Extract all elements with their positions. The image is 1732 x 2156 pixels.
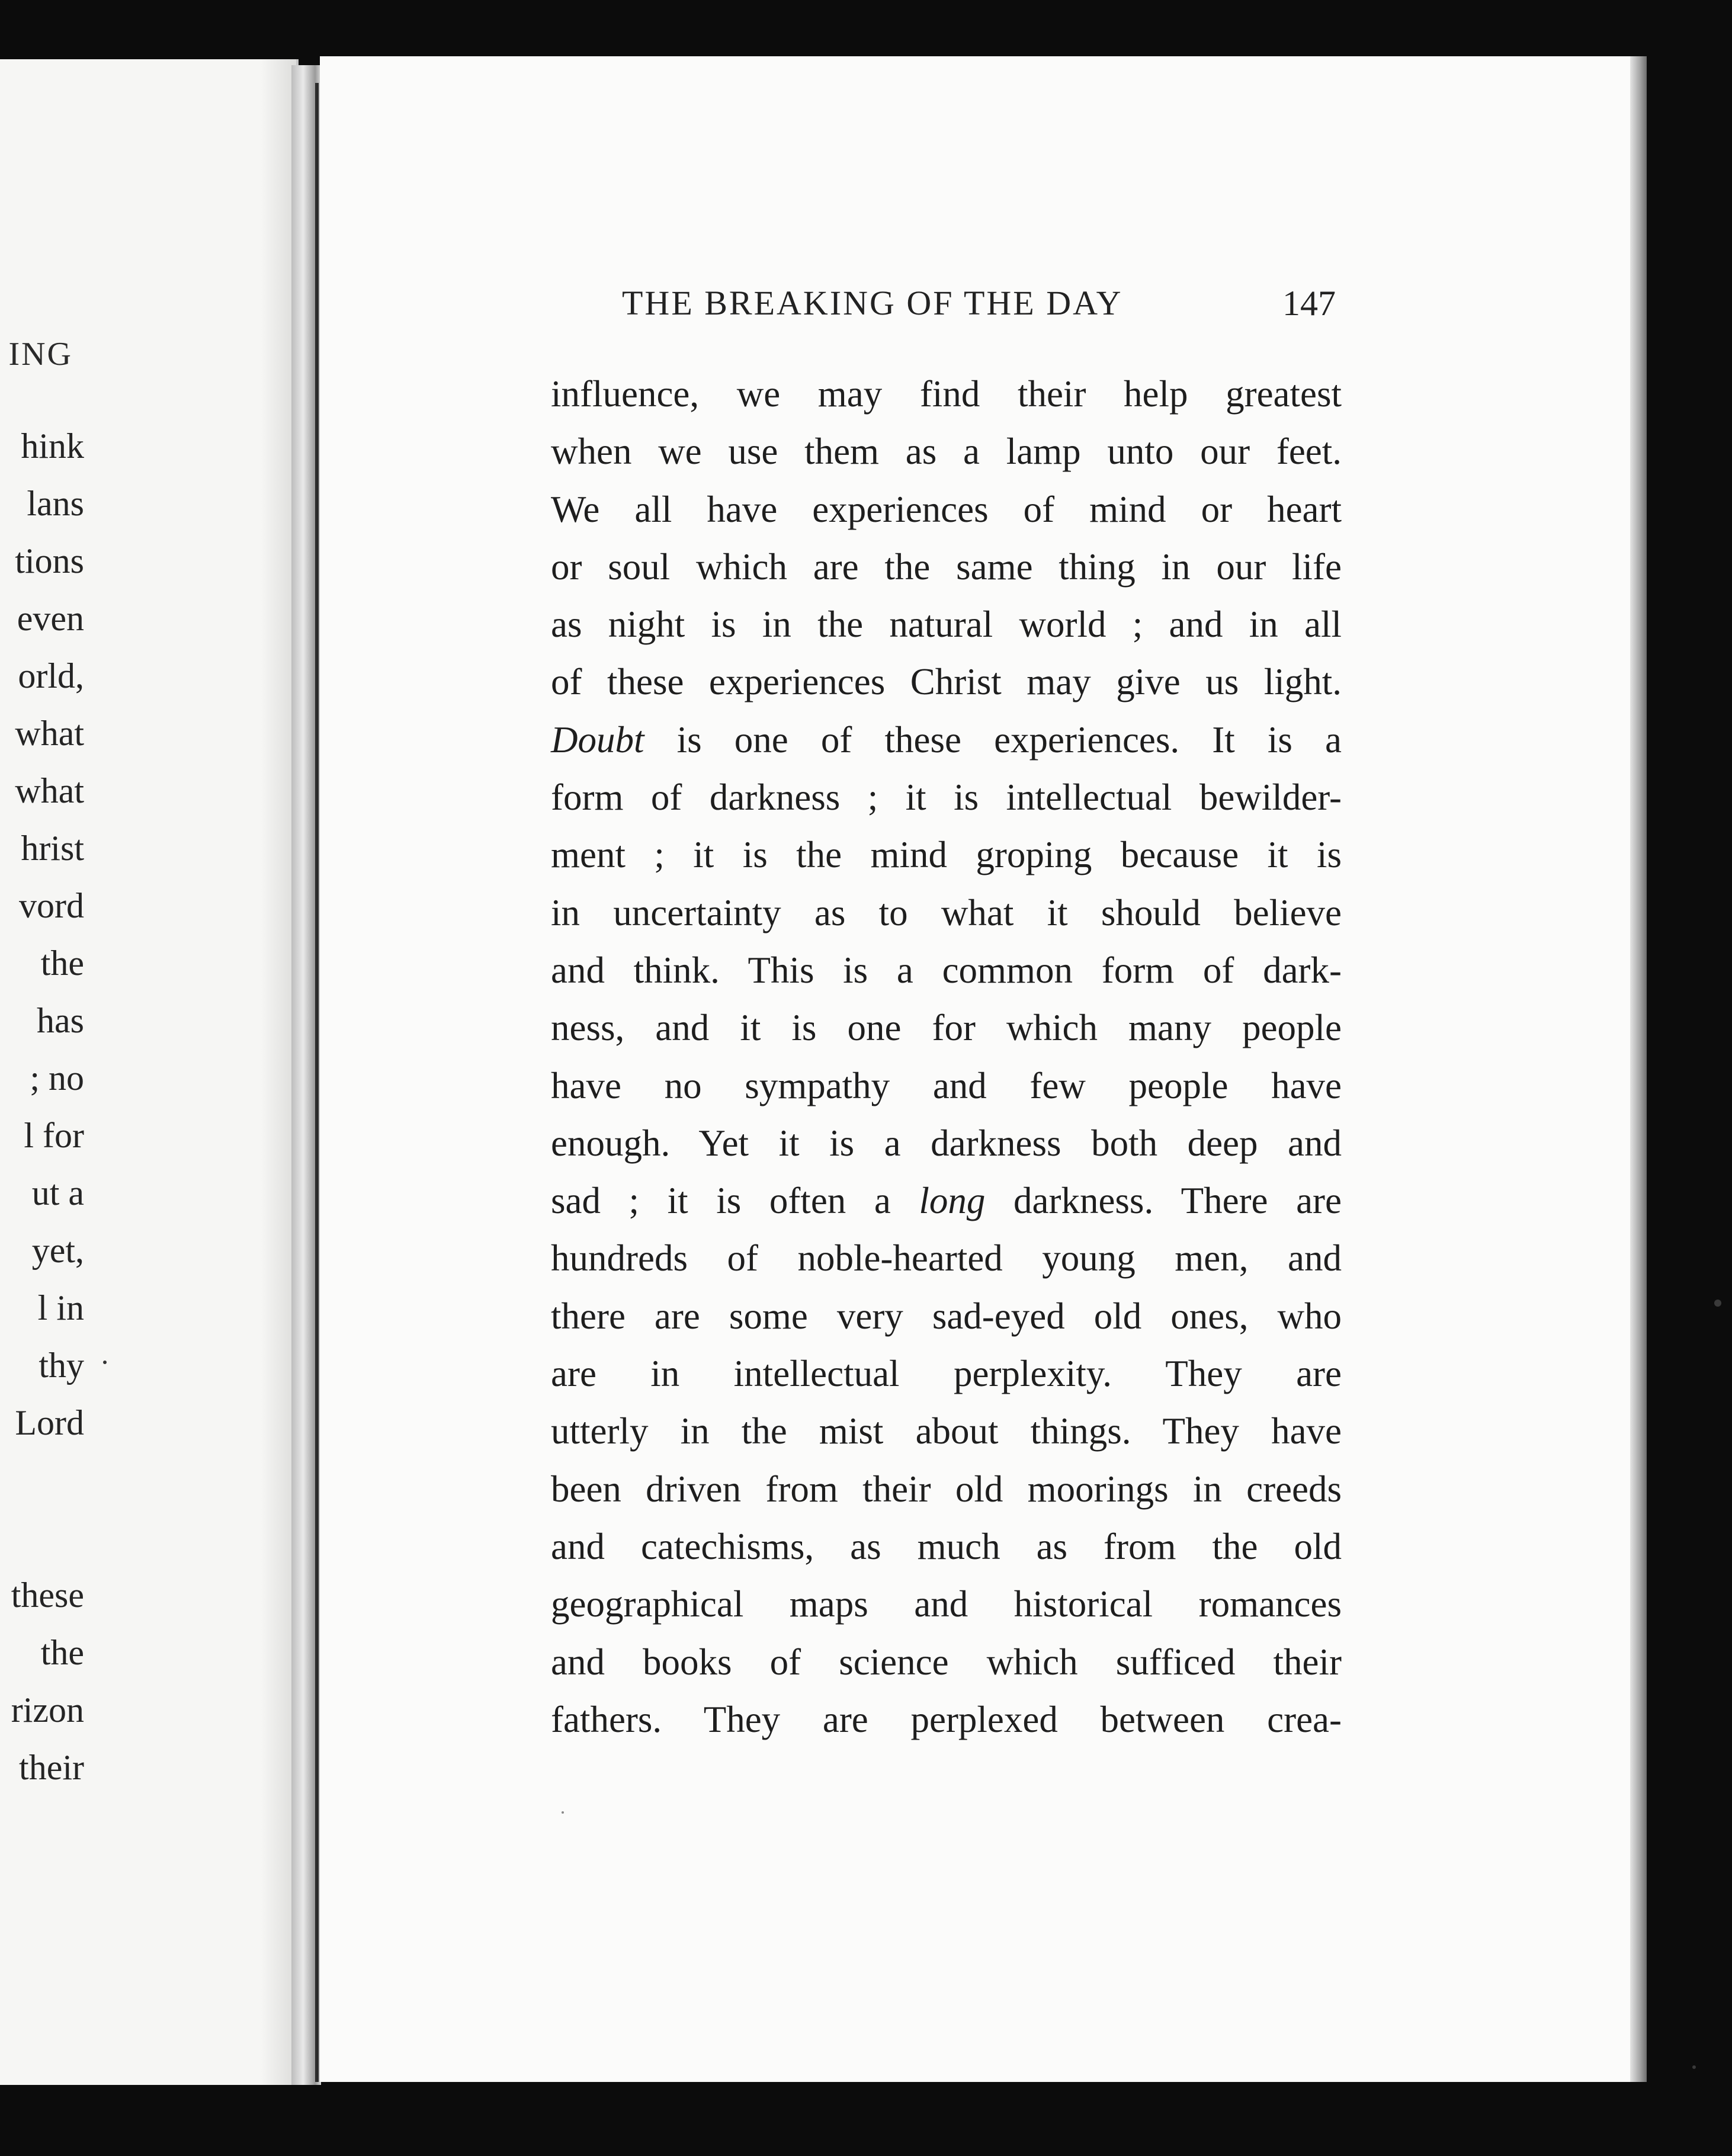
text-run: darkness. There are — [985, 1180, 1342, 1222]
left-line-fragment: ut a — [31, 1173, 84, 1212]
left-line-fragment: Lord — [15, 1403, 84, 1442]
left-line-fragment: orld, — [18, 656, 84, 695]
italic-word: Doubt — [551, 718, 644, 761]
text-run: been driven from their old moorings in creeds — [551, 1468, 1342, 1510]
text-run: enough. Yet it is a darkness both deep and — [551, 1122, 1342, 1164]
text-run: of these experiences Christ may give us light. — [551, 661, 1342, 703]
text-run: or soul which are the same thing in our life — [551, 546, 1342, 588]
left-line-fragment: hink — [21, 426, 84, 466]
text-run: as night is in the natural world ; and in all — [551, 604, 1342, 646]
left-line-fragment: rizon — [11, 1690, 84, 1730]
left-line-fragment: what — [15, 771, 84, 810]
left-line-fragment: the — [40, 1633, 84, 1672]
text-run: is one of these experiences. It is a — [644, 718, 1342, 761]
left-line-fragment: ; no — [30, 1058, 84, 1098]
left-line-fragment: the — [40, 944, 84, 983]
text-run: and catechisms, as much as from the old — [551, 1525, 1342, 1567]
text-run: have no sympathy and few people have — [551, 1064, 1342, 1106]
left-line-fragment: has — [37, 1001, 84, 1040]
left-line-fragment: l for — [24, 1116, 84, 1155]
left-line-fragment: lans — [27, 484, 84, 523]
text-run: there are some very sad-eyed old ones, who — [551, 1295, 1342, 1337]
left-line-fragment: these — [11, 1576, 84, 1615]
italic-word: long — [919, 1180, 986, 1222]
left-line-fragment: vord — [19, 886, 84, 925]
text-run: influence, we may find their help greatest — [551, 373, 1342, 415]
left-line-fragment: hrist — [21, 829, 84, 868]
text-run: in uncertainty as to what it should believe — [551, 891, 1342, 933]
left-line-fragment: l in — [37, 1288, 84, 1327]
left-line-fragment: thy — [39, 1346, 84, 1385]
text-run: and think. This is a common form of dark- — [551, 949, 1342, 991]
left-line-fragment: even — [17, 599, 84, 638]
text-run: fathers. They are perplexed between crea- — [551, 1698, 1342, 1740]
text-run: and books of science which sufficed their — [551, 1641, 1342, 1683]
page-number: 147 — [1282, 284, 1336, 323]
text-run: when we use them as a lamp unto our feet. — [551, 431, 1342, 473]
text-run: We all have experiences of mind or heart — [551, 488, 1342, 530]
text-run: are in intellectual perplexity. They are — [551, 1353, 1342, 1395]
text-run: utterly in the mist about things. They have — [551, 1410, 1342, 1452]
text-run: sad ; it is often a — [551, 1180, 919, 1222]
text-run: hundreds of noble-hearted young men, and — [551, 1237, 1342, 1279]
text-run: form of darkness ; it is intellectual bewilder- — [551, 777, 1342, 819]
text-run: ness, and it is one for which many people — [551, 1007, 1342, 1049]
text-run: ment ; it is the mind groping because it is — [551, 834, 1342, 876]
running-head: THE BREAKING OF THE DAY — [622, 284, 1123, 322]
left-running-head: ING — [8, 336, 73, 373]
left-line-fragment: tions — [15, 541, 84, 580]
left-line-fragment: what — [15, 714, 84, 753]
text-run: geographical maps and historical romances — [551, 1583, 1342, 1625]
left-line-fragment: their — [19, 1748, 84, 1787]
left-line-fragment: yet, — [31, 1231, 84, 1270]
